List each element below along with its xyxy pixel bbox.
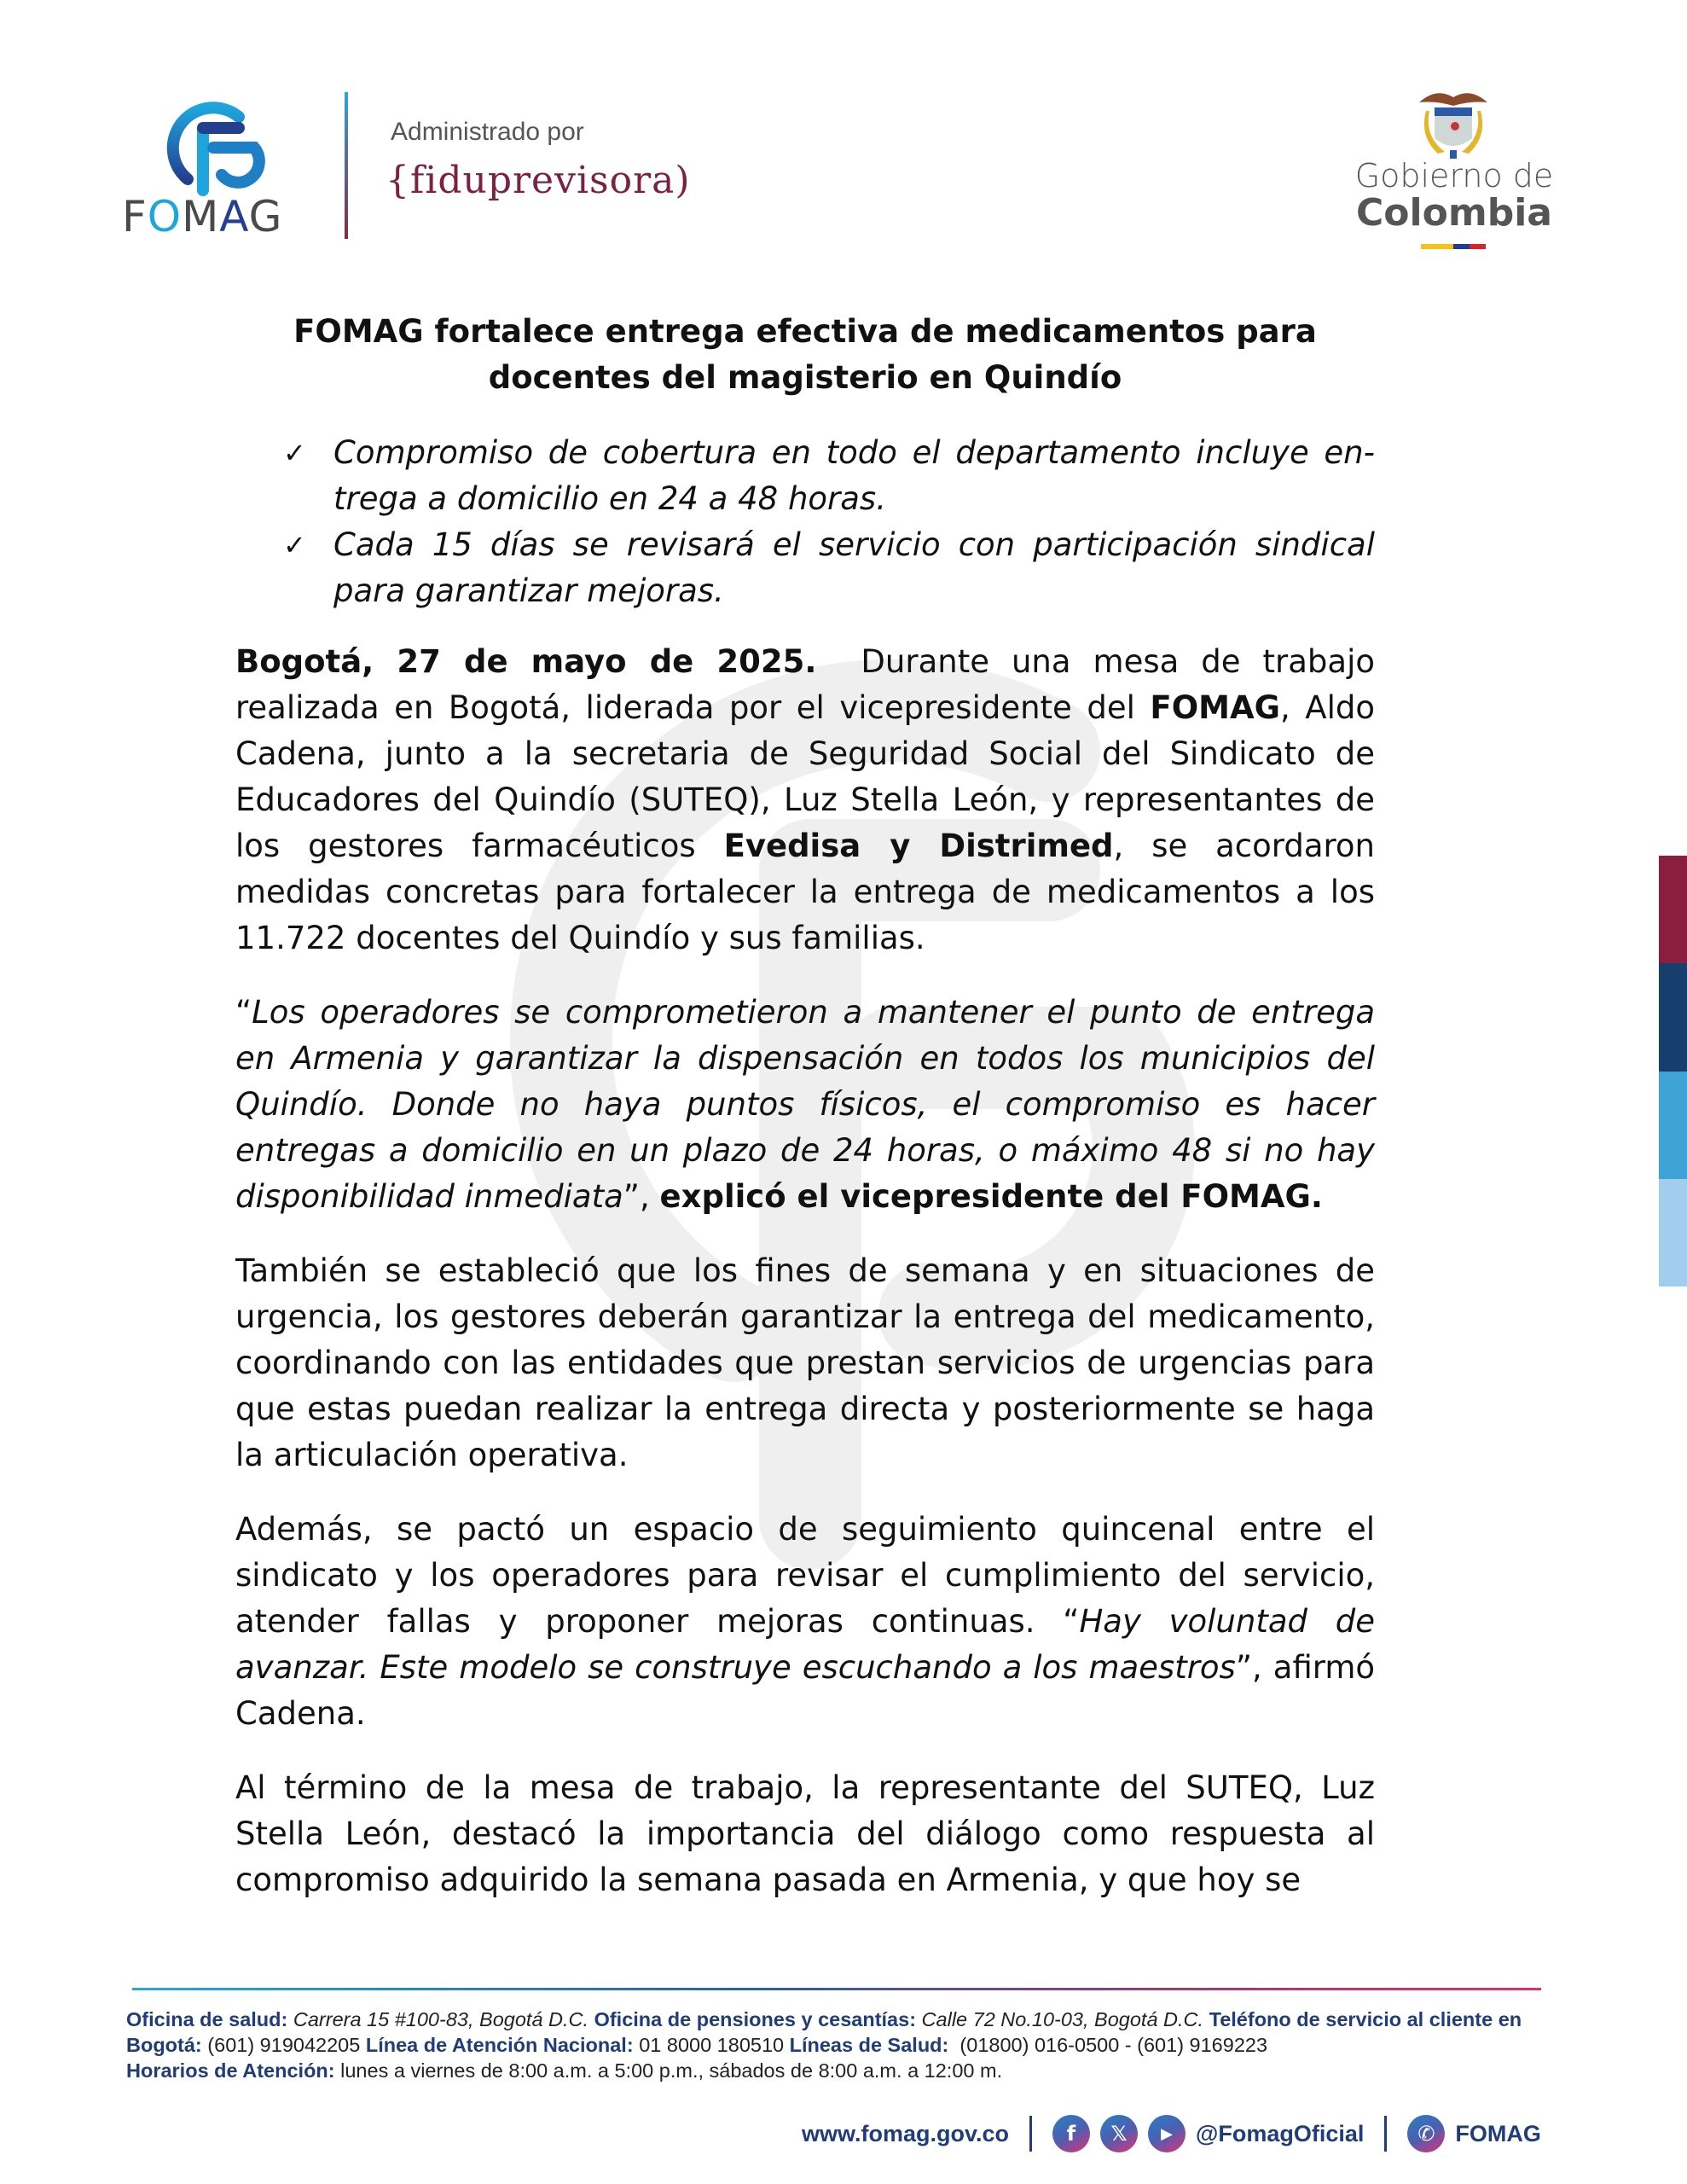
fiduprevisora-logo: {fiduprevisora) bbox=[386, 159, 691, 202]
footer-label: Líneas de Salud: bbox=[789, 2034, 949, 2056]
wordmark-letter: M bbox=[182, 192, 220, 241]
paragraph-closing: Al término de la mesa de trabajo, la representante del SUTEQ, Luz Stella León, destacó la importancia del diálogo como respuesta al compromiso adquirido la semana pasada en Armenia, y que hoy se bbox=[235, 1769, 1375, 1898]
paragraph-text: ”, afirmó Cadena. bbox=[235, 1649, 1375, 1732]
stripe-segment bbox=[1659, 856, 1687, 963]
dateline: Bogotá, 27 de mayo de 2025. bbox=[235, 643, 817, 680]
colombia-label: Colombia bbox=[1356, 191, 1552, 235]
paragraph-text: , se acordaron medidas concretas para fortalecer la entrega de medicamentos a los 11.722 docentes del Quindío y sus familias. bbox=[235, 828, 1375, 956]
separator bbox=[1029, 2116, 1032, 2152]
press-release-title: FOMAG fortalece entrega efectiva de medicamentos para docentes del magisterio en Quindío bbox=[293, 313, 1317, 396]
whatsapp-label[interactable]: FOMAG bbox=[1455, 2120, 1541, 2146]
gobierno-colombia-logo bbox=[1348, 82, 1561, 253]
youtube-icon[interactable]: ▶ bbox=[1148, 2115, 1186, 2152]
quote-text: Hay voluntad de avanzar. Este modelo se construye escuchando a los maestros bbox=[235, 1603, 1376, 1686]
checkmark-icon: ✓ bbox=[283, 529, 306, 561]
highlights-list bbox=[283, 430, 1375, 614]
quote-attribution: explicó el vicepresidente del FOMAG. bbox=[659, 1178, 1323, 1215]
flag-yellow bbox=[1421, 244, 1453, 249]
colombia-flag-bar bbox=[1421, 244, 1486, 249]
highlight-item bbox=[283, 430, 1375, 522]
administered-by-label: Administrado por bbox=[391, 118, 584, 146]
quote-mark: “ bbox=[235, 994, 252, 1031]
footer-value: (01800) 016-0500 - (601) 9169223 bbox=[948, 2034, 1268, 2056]
paragraph-weekends: También se estableció que los fines de semana y en situaciones de urgencia, los gestores deberán garantizar la entrega del medicamento, coordinando con las entidades que prestan servicios de urgencias para que estas puedan realizar la entrega directa y posteriormente se haga la articulación operativa. bbox=[235, 1252, 1375, 1473]
paragraph-intro bbox=[235, 639, 1385, 961]
stripe-segment bbox=[1659, 1072, 1687, 1179]
fomag-wordmark bbox=[122, 192, 282, 241]
footer-label: Horarios de Atención: bbox=[126, 2059, 335, 2082]
article-body bbox=[235, 639, 1385, 1931]
footer-social-bar bbox=[802, 2111, 1541, 2156]
footer-label: Línea de Atención Nacional: bbox=[365, 2034, 634, 2056]
wordmark-letter: O bbox=[147, 192, 183, 241]
stripe-segment bbox=[1659, 963, 1687, 1071]
quote-mark: ”, bbox=[623, 1178, 660, 1215]
wordmark-letter: A bbox=[219, 192, 249, 241]
highlight-text: Cada 15 días se revisará el servicio con participación sindical para garantizar mejoras. bbox=[333, 526, 1375, 609]
footer-value: 01 8000 180510 bbox=[633, 2034, 790, 2056]
footer-contact-info bbox=[126, 2007, 1551, 2083]
footer-value: Carrera 15 #100-83, Bogotá D.C. bbox=[287, 2008, 594, 2030]
highlight-text: Compromiso de cobertura en todo el departamento incluye entrega a domicilio en 24 a 48 horas. bbox=[333, 434, 1375, 517]
website-link[interactable]: www.fomag.gov.co bbox=[802, 2120, 1010, 2146]
header-divider bbox=[345, 92, 348, 239]
footer-divider bbox=[132, 1988, 1541, 1990]
gobierno-label: Gobierno de bbox=[1354, 157, 1554, 195]
checkmark-icon: ✓ bbox=[283, 437, 306, 469]
footer-value: (601) 919042205 bbox=[201, 2034, 366, 2056]
flag-blue bbox=[1453, 244, 1470, 249]
social-handle[interactable]: @FomagOficial bbox=[1196, 2120, 1365, 2146]
bold-text: FOMAG bbox=[1150, 689, 1280, 726]
footer-value: Calle 72 No.10-03, Bogotá D.C. bbox=[916, 2008, 1209, 2030]
x-twitter-icon[interactable]: 𝕏 bbox=[1100, 2115, 1138, 2152]
paragraph-quote bbox=[235, 990, 1375, 1220]
footer-label: Oficina de pensiones y cesantías: bbox=[594, 2008, 917, 2030]
paragraph-follow-up bbox=[235, 1507, 1375, 1737]
separator bbox=[1384, 2116, 1387, 2152]
coat-of-arms-icon bbox=[1411, 85, 1496, 160]
footer-label: Teléfono de servicio al cliente en Bogotá: bbox=[126, 2008, 1522, 2056]
bold-text: Evedisa y Distrimed bbox=[723, 828, 1114, 864]
whatsapp-icon[interactable]: ✆ bbox=[1407, 2115, 1445, 2152]
footer-label: Oficina de salud: bbox=[126, 2008, 288, 2030]
stripe-segment bbox=[1659, 1179, 1687, 1287]
side-color-stripe bbox=[1659, 856, 1687, 1287]
wordmark-letter: F bbox=[122, 192, 148, 241]
paragraph-text: , Aldo Cadena, junto a la secretaria de Seguridad Social del Sindicato de Educadores del Quindío (SUTEQ), Luz Stella León, y representantes de los gestores farmacéuticos bbox=[235, 689, 1375, 864]
quote-text: Los operadores se comprometieron a mantener el punto de entrega en Armenia y garantizar la dispensación en todos los municipios del Quindío. Donde no haya puntos físicos, el compromiso es hacer entregas a domicilio en un plazo de 24 horas, o máximo 48 si no hay disponibilidad inmediata bbox=[235, 994, 1375, 1215]
flag-red bbox=[1470, 244, 1486, 249]
paragraph-text: Durante una mesa de trabajo realizada en Bogotá, liderada por el vicepresidente del bbox=[235, 643, 1385, 726]
wordmark-letter: G bbox=[248, 192, 283, 241]
highlight-item bbox=[283, 522, 1375, 614]
paragraph-text: Además, se pactó un espacio de seguimiento quincenal entre el sindicato y los operadores para revisar el cumplimiento del servicio, atender fallas y proponer mejoras continuas. “ bbox=[235, 1511, 1375, 1640]
footer-value: lunes a viernes de 8:00 a.m. a 5:00 p.m., sábados de 8:00 a.m. a 12:00 m. bbox=[334, 2059, 1003, 2082]
facebook-icon[interactable]: f bbox=[1052, 2115, 1090, 2152]
